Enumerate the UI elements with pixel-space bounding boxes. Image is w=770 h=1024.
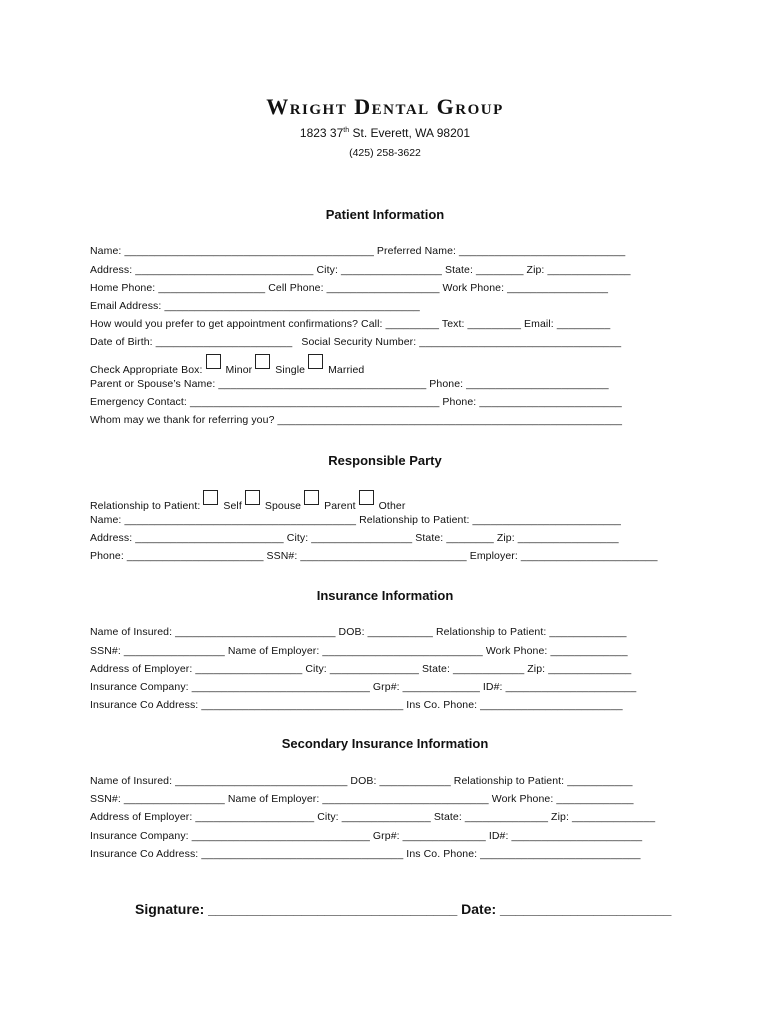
patient-address-line[interactable]: Address: ______________________________ City: _________________ State: ________ Zip: ______________ (90, 264, 631, 276)
practice-title: Wright Dental Group (266, 94, 504, 119)
patient-name-line[interactable]: Name: __________________________________________ Preferred Name: ____________________________ (90, 245, 626, 257)
responsible-party-heading: Responsible Party (328, 453, 442, 468)
signature-date-line[interactable]: Signature: ________________________________ Date: ______________________ (135, 901, 672, 917)
parent-spouse-line[interactable]: Parent or Spouse’s Name: ___________________________________ Phone: ________________________ (90, 378, 609, 390)
practice-phone: (425) 258-3622 (349, 147, 421, 159)
patient-email-line[interactable]: Email Address: ___________________________________________ (90, 300, 420, 312)
relationship-check-line: Relationship to Patient: Self Spouse Parent Other (90, 495, 405, 512)
patient-phones-line[interactable]: Home Phone: __________________ Cell Phone: ___________________ Work Phone: _________________ (90, 282, 609, 294)
spouse-checkbox[interactable] (245, 490, 260, 505)
emergency-contact-line[interactable]: Emergency Contact: __________________________________________ Phone: ________________________ (90, 396, 622, 408)
married-checkbox[interactable] (308, 354, 323, 369)
responsible-address-line[interactable]: Address: _________________________ City: _________________ State: ________ Zip: _________________ (90, 532, 619, 544)
insurance-company-line[interactable]: Insurance Company: ______________________________ Grp#: _____________ ID#: ______________________ (90, 681, 637, 693)
patient-check-box-line: Check Appropriate Box: Minor Single Married (90, 359, 364, 376)
insurance-address-line[interactable]: Insurance Co Address: __________________________________ Ins Co. Phone: ________________________ (90, 699, 623, 711)
employer-address-line[interactable]: Address of Employer: __________________ City: _______________ State: ____________ Zip: ______________ (90, 663, 632, 675)
responsible-phone-line[interactable]: Phone: _______________________ SSN#: ____________________________ Employer: _______________________ (90, 550, 658, 562)
secondary-insured-name-line[interactable]: Name of Insured: _____________________________ DOB: ____________ Relationship to Patient: ___________ (90, 775, 633, 787)
patient-info-heading: Patient Information (325, 207, 445, 222)
insured-name-line[interactable]: Name of Insured: ___________________________ DOB: ___________ Relationship to Patient: _____________ (90, 626, 627, 638)
patient-dob-ssn-line[interactable]: Date of Birth: _______________________ Social Security Number: __________________________________ (90, 336, 622, 348)
insured-ssn-line[interactable]: SSN#: _________________ Name of Employer: ___________________________ Work Phone: _____________ (90, 645, 628, 657)
secondary-employer-address-line[interactable]: Address of Employer: ____________________ City: _______________ State: ______________ Zip: ______________ (90, 811, 656, 823)
patient-confirmation-line[interactable]: How would you prefer to get appointment confirmations? Call: _________ Text: _________ Email: _________ (90, 318, 611, 330)
insurance-info-heading: Insurance Information (316, 588, 454, 603)
responsible-name-line[interactable]: Name: _______________________________________ Relationship to Patient: _________________________ (90, 514, 621, 526)
secondary-address-line[interactable]: Insurance Co Address: __________________________________ Ins Co. Phone: ___________________________ (90, 848, 641, 860)
secondary-ssn-line[interactable]: SSN#: _________________ Name of Employer: ____________________________ Work Phone: _____________ (90, 793, 634, 805)
single-checkbox[interactable] (255, 354, 270, 369)
parent-checkbox[interactable] (304, 490, 319, 505)
secondary-company-line[interactable]: Insurance Company: ______________________________ Grp#: ______________ ID#: ______________________ (90, 830, 643, 842)
practice-address: 1823 37th St. Everett, WA 98201 (299, 126, 471, 140)
referral-line[interactable]: Whom may we thank for referring you? __________________________________________________________ (90, 414, 623, 426)
other-checkbox[interactable] (359, 490, 374, 505)
self-checkbox[interactable] (203, 490, 218, 505)
secondary-insurance-heading: Secondary Insurance Information (281, 736, 489, 751)
minor-checkbox[interactable] (206, 354, 221, 369)
